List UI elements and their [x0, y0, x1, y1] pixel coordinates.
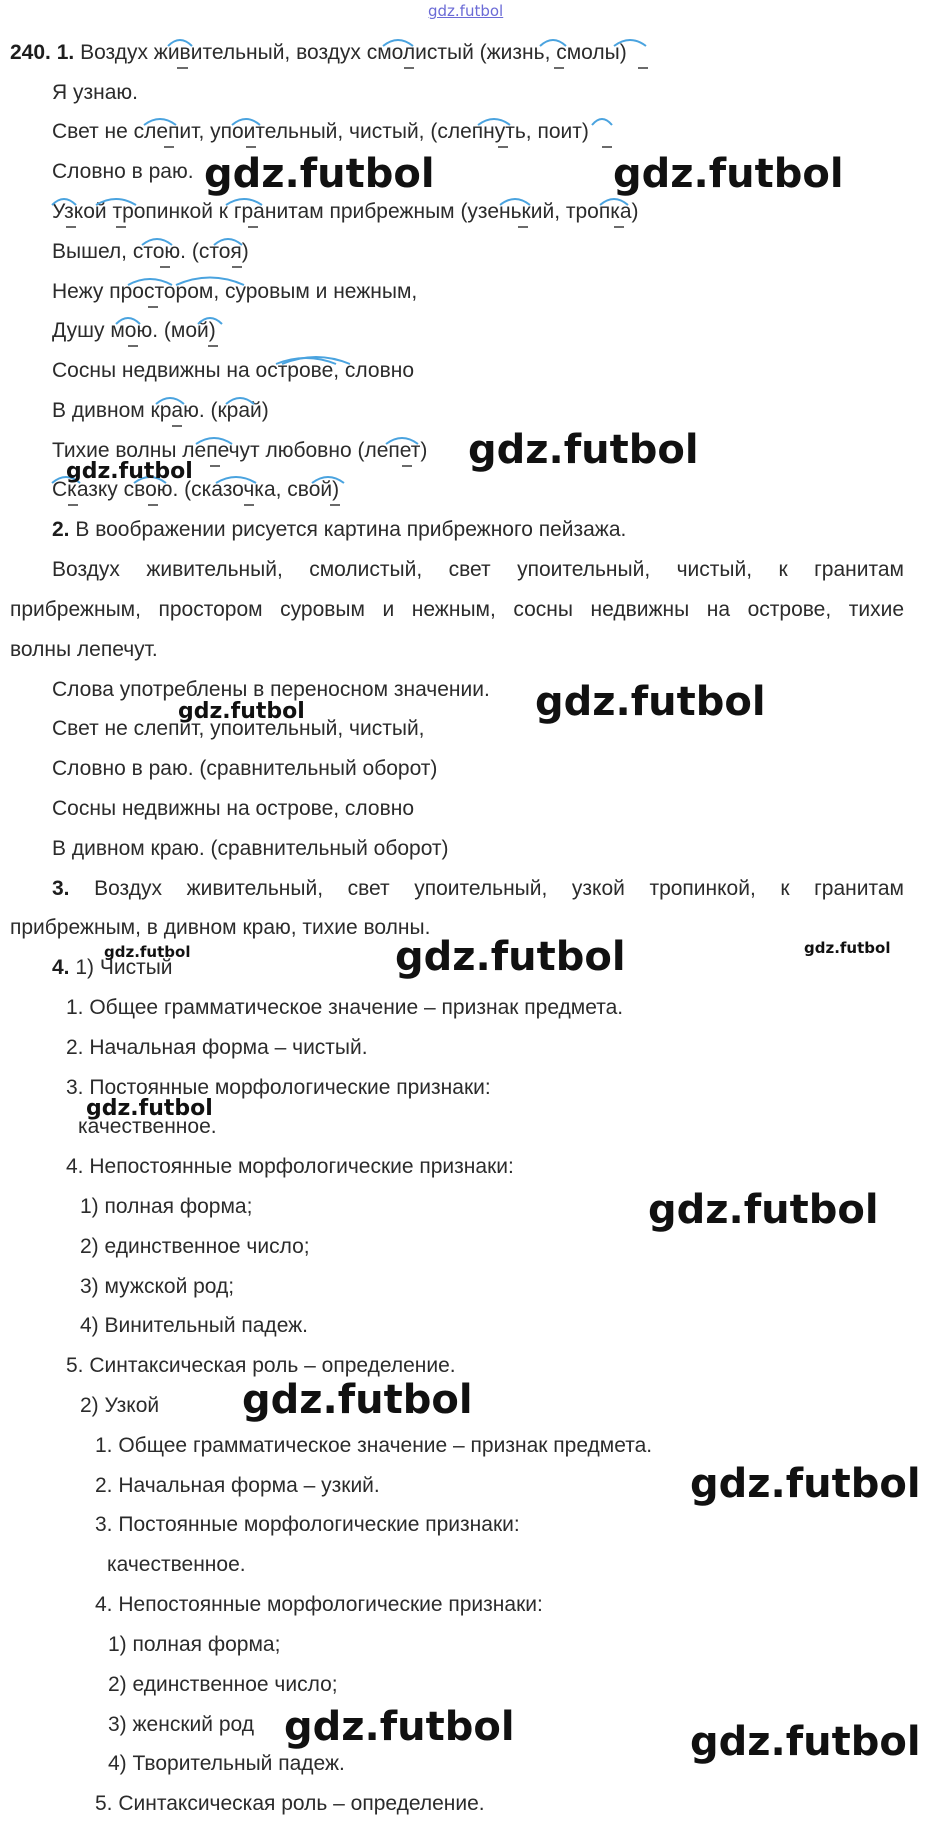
- watermark: gdz.futbol: [395, 934, 626, 980]
- watermark: gdz.futbol: [178, 699, 305, 724]
- item2-line: 4. Непостоянные морфологические признаки:: [95, 1593, 543, 1616]
- item1-line: 3) мужской род;: [80, 1275, 235, 1298]
- poem-line: Узкой тропинкой к гранитам прибрежным (узенький, тропка): [52, 200, 639, 223]
- item2-line: 2. Начальная форма – узкий.: [95, 1474, 380, 1497]
- watermark: gdz.futbol: [104, 943, 191, 961]
- watermark: gdz.futbol: [804, 939, 891, 957]
- watermark: gdz.futbol: [468, 427, 699, 473]
- poem-line: В дивном краю. (край): [52, 399, 269, 422]
- poem-line: Словно в раю.: [52, 160, 194, 183]
- poem-line: Тихие волны лепечут любовно (лепет): [52, 439, 428, 462]
- watermark: gdz.futbol: [613, 151, 844, 197]
- poem-line: Сосны недвижны на острове, словно: [52, 359, 415, 382]
- item2-line: 1) полная форма;: [108, 1633, 281, 1656]
- watermark: gdz.futbol: [284, 1704, 515, 1750]
- poem-line: Я узнаю.: [52, 81, 138, 104]
- item2-line: 1. Общее грамматическое значение – признак предмета.: [95, 1434, 653, 1457]
- item2-title: 2) Узкой: [80, 1394, 160, 1417]
- item1-line: 1) полная форма;: [80, 1195, 253, 1218]
- item1-line: 2. Начальная форма – чистый.: [66, 1036, 368, 1059]
- item1-line: 5. Синтаксическая роль – определение.: [66, 1354, 456, 1377]
- part3-para-line: прибрежным, в дивном краю, тихие волны.: [10, 916, 431, 939]
- item1-line: 2) единственное число;: [80, 1235, 310, 1258]
- watermark: gdz.futbol: [690, 1719, 921, 1765]
- poem-line: Воздух живительный, воздух смолистый (жизнь, смолы): [80, 41, 627, 64]
- part2-line: Слова употреблены в переносном значении.: [52, 678, 490, 701]
- watermark: gdz.futbol: [242, 1377, 473, 1423]
- poem-line: Свет не слепит, упоительный, чистый, (слепнуть, поит): [52, 120, 589, 143]
- watermark: gdz.futbol: [66, 459, 193, 484]
- part2-intro-line: [52, 517, 626, 543]
- item1-line: качественное.: [78, 1115, 217, 1138]
- part2-para-line: прибрежным, простором суровым и нежным, сосны недвижны на острове, тихие: [10, 598, 904, 621]
- poem-line: Душу мою. (мой): [52, 319, 216, 342]
- part2-line: В дивном краю. (сравнительный оборот): [52, 837, 449, 860]
- item2-line: 5. Синтаксическая роль – определение.: [95, 1792, 485, 1815]
- item1-line: 1. Общее грамматическое значение – признак предмета.: [66, 996, 624, 1019]
- part2-number: 2.: [52, 518, 70, 541]
- item2-line: качественное.: [107, 1553, 246, 1576]
- item1-line: 4) Винительный падеж.: [80, 1314, 309, 1337]
- poem-line: Вышел, стою. (стоя): [52, 240, 249, 263]
- root-arc-mark: [592, 119, 612, 125]
- item1-line: 4. Непостоянные морфологические признаки:: [66, 1155, 514, 1178]
- item2-line: 4) Творительный падеж.: [108, 1752, 345, 1775]
- poem-line: Нежу простором, суровым и нежным,: [52, 280, 418, 303]
- part3-number: 3.: [52, 877, 70, 900]
- item2-line: 3. Постоянные морфологические признаки:: [95, 1513, 520, 1536]
- poem-line: Сказку свою. (сказочка, свой): [52, 478, 340, 501]
- part2-para-line: Воздух живительный, смолистый, свет упоительный, чистый, к гранитам: [52, 558, 904, 581]
- watermark: gdz.futbol: [535, 679, 766, 725]
- part2-line: Сосны недвижны на острове, словно: [52, 797, 415, 820]
- watermark: gdz.futbol: [690, 1461, 921, 1507]
- item1-line: 3. Постоянные морфологические признаки:: [66, 1076, 491, 1099]
- task-number: 240.: [10, 41, 51, 64]
- item2-line: 2) единственное число;: [108, 1673, 338, 1696]
- part4-number: 4.: [52, 956, 70, 979]
- watermark: gdz.futbol: [204, 151, 435, 197]
- item1-title: 1) Чистый: [75, 956, 173, 979]
- watermark: gdz.futbol: [86, 1096, 213, 1121]
- top-watermark: gdz.futbol: [428, 2, 504, 20]
- part3-para-line: [52, 876, 904, 902]
- item2-line: 3) женский род: [108, 1713, 254, 1736]
- part2-line: Свет не слепит, упоительный, чистый,: [52, 717, 425, 740]
- watermark: gdz.futbol: [648, 1187, 879, 1233]
- task-line-0: [10, 40, 627, 66]
- part1-number: 1.: [56, 41, 75, 64]
- part2-para-line: волны лепечут.: [10, 638, 158, 661]
- part2-line: Словно в раю. (сравнительный оборот): [52, 757, 438, 780]
- part3-text: Воздух живительный, свет упоительный, узкой тропинкой, к гранитам: [94, 877, 904, 900]
- part2-intro: В воображении рисуется картина прибрежного пейзажа.: [75, 518, 627, 541]
